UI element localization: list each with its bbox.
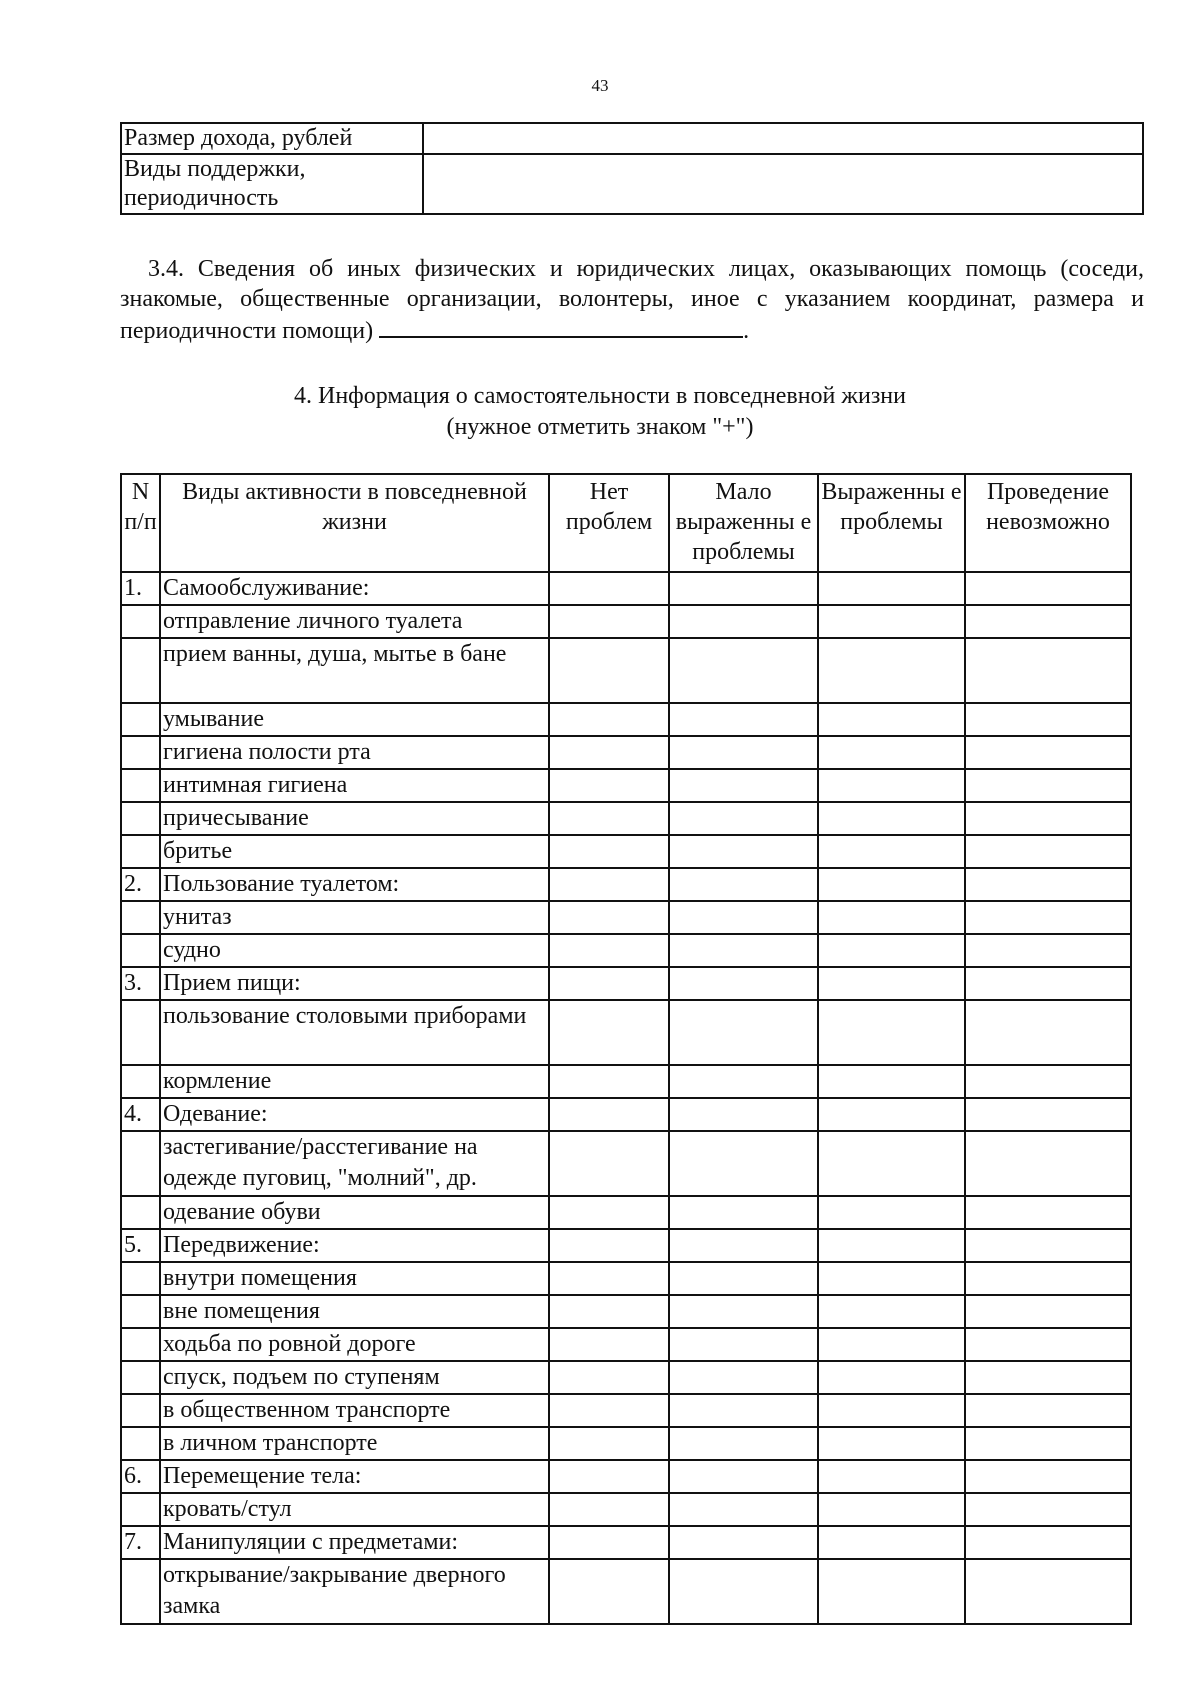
mark-cell-no-problems[interactable]: [549, 868, 669, 901]
mark-cell-minor-problems[interactable]: [669, 1460, 818, 1493]
mark-cell-no-problems[interactable]: [549, 1229, 669, 1262]
mark-cell-major-problems[interactable]: [818, 572, 965, 605]
mark-cell-impossible[interactable]: [965, 1394, 1131, 1427]
row-number: 4.: [121, 1098, 160, 1131]
mark-cell-minor-problems[interactable]: [669, 1196, 818, 1229]
income-label: Размер дохода, рублей: [121, 123, 423, 154]
activity-label: Перемещение тела:: [160, 1460, 549, 1493]
mark-cell-impossible[interactable]: [965, 1559, 1131, 1624]
section-3-4-end: .: [743, 318, 750, 344]
row-number: 6.: [121, 1460, 160, 1493]
activity-label: бритье: [160, 835, 549, 868]
mark-cell-major-problems[interactable]: [818, 868, 965, 901]
mark-cell-minor-problems[interactable]: [669, 1493, 818, 1526]
table-row: [121, 802, 1131, 835]
header-activity: Виды активности в повседневной жизни: [160, 474, 549, 572]
mark-cell-no-problems[interactable]: [549, 1328, 669, 1361]
mark-cell-no-problems[interactable]: [549, 1427, 669, 1460]
mark-cell-major-problems[interactable]: [818, 1427, 965, 1460]
mark-cell-minor-problems[interactable]: [669, 835, 818, 868]
header-impossible: Проведение невозможно: [965, 474, 1131, 572]
mark-cell-major-problems[interactable]: [818, 1460, 965, 1493]
mark-cell-impossible[interactable]: [965, 1427, 1131, 1460]
activity-table: [120, 473, 1132, 1625]
activity-label: интимная гигиена: [160, 769, 549, 802]
mark-cell-major-problems[interactable]: [818, 967, 965, 1000]
mark-cell-major-problems[interactable]: [818, 1361, 965, 1394]
income-table: [120, 122, 1144, 215]
row-number: [121, 1065, 160, 1098]
mark-cell-impossible[interactable]: [965, 868, 1131, 901]
mark-cell-no-problems[interactable]: [549, 736, 669, 769]
mark-cell-major-problems[interactable]: [818, 769, 965, 802]
table-row: [121, 1196, 1131, 1229]
table-row: [121, 835, 1131, 868]
mark-cell-minor-problems[interactable]: [669, 934, 818, 967]
row-number: [121, 703, 160, 736]
header-minor-problems: Мало выраженны е проблемы: [669, 474, 818, 572]
activity-label: кровать/стул: [160, 1493, 549, 1526]
mark-cell-impossible[interactable]: [965, 1196, 1131, 1229]
mark-cell-minor-problems[interactable]: [669, 703, 818, 736]
mark-cell-minor-problems[interactable]: [669, 967, 818, 1000]
table-row: [121, 1427, 1131, 1460]
table-row: [121, 1394, 1131, 1427]
row-number: [121, 1394, 160, 1427]
table-row: [121, 1559, 1131, 1624]
mark-cell-minor-problems[interactable]: [669, 769, 818, 802]
mark-cell-impossible[interactable]: [965, 1000, 1131, 1065]
row-number: [121, 1559, 160, 1624]
mark-cell-major-problems[interactable]: [818, 1262, 965, 1295]
activity-label: Одевание:: [160, 1098, 549, 1131]
table-row: [121, 967, 1131, 1000]
activity-label: внутри помещения: [160, 1262, 549, 1295]
mark-cell-no-problems[interactable]: [549, 802, 669, 835]
support-value-cell[interactable]: [423, 154, 1143, 214]
section-3-4-text: 3.4. Сведения об иных физических и юридических лицах, оказывающих помощь (соседи, знакомые, общественные организации, волонтеры, иное с указанием координат, размера и периодичности помощи): [120, 256, 1144, 344]
activity-label: кормление: [160, 1065, 549, 1098]
row-number: [121, 1361, 160, 1394]
activity-label: ходьба по ровной дороге: [160, 1328, 549, 1361]
mark-cell-no-problems[interactable]: [549, 1295, 669, 1328]
section-4-subtitle: (нужное отметить знаком "+"): [446, 414, 754, 440]
activity-label: открывание/закрывание дверного замка: [160, 1559, 549, 1624]
table-row: [121, 1328, 1131, 1361]
mark-cell-impossible[interactable]: [965, 835, 1131, 868]
mark-cell-impossible[interactable]: [965, 1295, 1131, 1328]
mark-cell-no-problems[interactable]: [549, 1196, 669, 1229]
row-number: 7.: [121, 1526, 160, 1559]
activity-label: застегивание/расстегивание на одежде пуговиц, "молний", др.: [160, 1131, 549, 1196]
mark-cell-minor-problems[interactable]: [669, 736, 818, 769]
mark-cell-no-problems[interactable]: [549, 1559, 669, 1624]
table-row: [121, 703, 1131, 736]
mark-cell-minor-problems[interactable]: [669, 802, 818, 835]
mark-cell-minor-problems[interactable]: [669, 1065, 818, 1098]
mark-cell-impossible[interactable]: [965, 1065, 1131, 1098]
mark-cell-major-problems[interactable]: [818, 1493, 965, 1526]
mark-cell-major-problems[interactable]: [818, 1295, 965, 1328]
row-number: [121, 901, 160, 934]
mark-cell-major-problems[interactable]: [818, 1000, 965, 1065]
table-row: [121, 1262, 1131, 1295]
row-number: [121, 1262, 160, 1295]
mark-cell-impossible[interactable]: [965, 769, 1131, 802]
activity-label: Прием пищи:: [160, 967, 549, 1000]
activity-label: причесывание: [160, 802, 549, 835]
row-number: [121, 1131, 160, 1196]
table-row: [121, 1000, 1131, 1065]
mark-cell-impossible[interactable]: [965, 1131, 1131, 1196]
activity-label: одевание обуви: [160, 1196, 549, 1229]
table-row: [121, 638, 1131, 703]
mark-cell-no-problems[interactable]: [549, 703, 669, 736]
mark-cell-major-problems[interactable]: [818, 638, 965, 703]
row-number: 2.: [121, 868, 160, 901]
page-number: 43: [591, 76, 609, 95]
table-row: [121, 572, 1131, 605]
mark-cell-no-problems[interactable]: [549, 638, 669, 703]
mark-cell-no-problems[interactable]: [549, 1000, 669, 1065]
mark-cell-major-problems[interactable]: [818, 1098, 965, 1131]
mark-cell-no-problems[interactable]: [549, 1361, 669, 1394]
section-4-title: 4. Информация о самостоятельности в повседневной жизни: [293, 383, 906, 409]
mark-cell-major-problems[interactable]: [818, 605, 965, 638]
mark-cell-no-problems[interactable]: [549, 1460, 669, 1493]
table-row: [121, 868, 1131, 901]
table-row: [121, 1065, 1131, 1098]
mark-cell-no-problems[interactable]: [549, 1098, 669, 1131]
mark-cell-impossible[interactable]: [965, 605, 1131, 638]
row-number: [121, 1328, 160, 1361]
activity-label: прием ванны, душа, мытье в бане: [160, 638, 549, 703]
row-number: [121, 736, 160, 769]
mark-cell-minor-problems[interactable]: [669, 1000, 818, 1065]
table-row: [121, 1493, 1131, 1526]
mark-cell-no-problems[interactable]: [549, 1065, 669, 1098]
income-value-cell[interactable]: [423, 123, 1143, 154]
row-number: [121, 1295, 160, 1328]
mark-cell-minor-problems[interactable]: [669, 1394, 818, 1427]
table-row: [121, 1295, 1131, 1328]
row-number: [121, 1427, 160, 1460]
mark-cell-minor-problems[interactable]: [669, 1427, 818, 1460]
mark-cell-no-problems[interactable]: [549, 769, 669, 802]
activity-label: Самообслуживание:: [160, 572, 549, 605]
mark-cell-minor-problems[interactable]: [669, 572, 818, 605]
mark-cell-impossible[interactable]: [965, 1526, 1131, 1559]
section-3-4-paragraph: [120, 254, 1144, 346]
row-number: [121, 1493, 160, 1526]
header-major-problems: Выраженны е проблемы: [818, 474, 965, 572]
mark-cell-no-problems[interactable]: [549, 934, 669, 967]
mark-cell-major-problems[interactable]: [818, 1526, 965, 1559]
mark-cell-no-problems[interactable]: [549, 1526, 669, 1559]
mark-cell-minor-problems[interactable]: [669, 638, 818, 703]
activity-label: унитаз: [160, 901, 549, 934]
table-row: [121, 123, 1143, 154]
fill-in-blank[interactable]: [379, 314, 743, 338]
activity-label: спуск, подъем по ступеням: [160, 1361, 549, 1394]
table-row: [121, 154, 1143, 214]
mark-cell-minor-problems[interactable]: [669, 1526, 818, 1559]
mark-cell-minor-problems[interactable]: [669, 1295, 818, 1328]
row-number: [121, 1196, 160, 1229]
table-row: [121, 1460, 1131, 1493]
mark-cell-impossible[interactable]: [965, 572, 1131, 605]
row-number: [121, 934, 160, 967]
mark-cell-impossible[interactable]: [965, 901, 1131, 934]
mark-cell-no-problems[interactable]: [549, 1493, 669, 1526]
mark-cell-no-problems[interactable]: [549, 1262, 669, 1295]
support-label: Виды поддержки, периодичность: [121, 154, 423, 214]
row-number: [121, 769, 160, 802]
mark-cell-minor-problems[interactable]: [669, 868, 818, 901]
activity-label: в личном транспорте: [160, 1427, 549, 1460]
table-row: [121, 769, 1131, 802]
mark-cell-major-problems[interactable]: [818, 703, 965, 736]
mark-cell-major-problems[interactable]: [818, 1131, 965, 1196]
mark-cell-major-problems[interactable]: [818, 934, 965, 967]
mark-cell-impossible[interactable]: [965, 638, 1131, 703]
mark-cell-major-problems[interactable]: [818, 1328, 965, 1361]
table-row: [121, 605, 1131, 638]
activity-label: умывание: [160, 703, 549, 736]
mark-cell-impossible[interactable]: [965, 736, 1131, 769]
mark-cell-impossible[interactable]: [965, 1328, 1131, 1361]
table-row: [121, 901, 1131, 934]
mark-cell-impossible[interactable]: [965, 1098, 1131, 1131]
mark-cell-major-problems[interactable]: [818, 802, 965, 835]
mark-cell-impossible[interactable]: [965, 703, 1131, 736]
mark-cell-impossible[interactable]: [965, 967, 1131, 1000]
table-row: [121, 1361, 1131, 1394]
mark-cell-minor-problems[interactable]: [669, 1361, 818, 1394]
activity-label: гигиена полости рта: [160, 736, 549, 769]
mark-cell-minor-problems[interactable]: [669, 1229, 818, 1262]
table-row: [121, 934, 1131, 967]
mark-cell-minor-problems[interactable]: [669, 1328, 818, 1361]
mark-cell-no-problems[interactable]: [549, 835, 669, 868]
mark-cell-major-problems[interactable]: [818, 1394, 965, 1427]
mark-cell-minor-problems[interactable]: [669, 1098, 818, 1131]
table-row: [121, 1229, 1131, 1262]
table-row: [121, 1526, 1131, 1559]
mark-cell-impossible[interactable]: [965, 1262, 1131, 1295]
mark-cell-major-problems[interactable]: [818, 1065, 965, 1098]
mark-cell-major-problems[interactable]: [818, 1196, 965, 1229]
activity-label: вне помещения: [160, 1295, 549, 1328]
activity-label: пользование столовыми приборами: [160, 1000, 549, 1065]
mark-cell-minor-problems[interactable]: [669, 901, 818, 934]
mark-cell-no-problems[interactable]: [549, 1131, 669, 1196]
row-number: [121, 835, 160, 868]
mark-cell-major-problems[interactable]: [818, 1559, 965, 1624]
mark-cell-major-problems[interactable]: [818, 835, 965, 868]
mark-cell-major-problems[interactable]: [818, 1229, 965, 1262]
activity-label: отправление личного туалета: [160, 605, 549, 638]
mark-cell-minor-problems[interactable]: [669, 1131, 818, 1196]
activity-label: Передвижение:: [160, 1229, 549, 1262]
table-row: [121, 736, 1131, 769]
table-row: [121, 1131, 1131, 1196]
header-no-problems: Нет проблем: [549, 474, 669, 572]
mark-cell-minor-problems[interactable]: [669, 1262, 818, 1295]
row-number: 5.: [121, 1229, 160, 1262]
mark-cell-impossible[interactable]: [965, 1493, 1131, 1526]
activity-table-body: [121, 572, 1131, 1624]
row-number: [121, 802, 160, 835]
row-number: 3.: [121, 967, 160, 1000]
mark-cell-major-problems[interactable]: [818, 901, 965, 934]
activity-label: Манипуляции с предметами:: [160, 1526, 549, 1559]
header-num: N п/п: [121, 474, 160, 572]
mark-cell-major-problems[interactable]: [818, 736, 965, 769]
mark-cell-minor-problems[interactable]: [669, 1559, 818, 1624]
mark-cell-impossible[interactable]: [965, 1229, 1131, 1262]
activity-label: в общественном транспорте: [160, 1394, 549, 1427]
mark-cell-no-problems[interactable]: [549, 901, 669, 934]
activity-label: Пользование туалетом:: [160, 868, 549, 901]
mark-cell-impossible[interactable]: [965, 1361, 1131, 1394]
mark-cell-impossible[interactable]: [965, 802, 1131, 835]
mark-cell-no-problems[interactable]: [549, 1394, 669, 1427]
mark-cell-impossible[interactable]: [965, 934, 1131, 967]
header-row: [121, 474, 1131, 572]
row-number: [121, 605, 160, 638]
activity-label: судно: [160, 934, 549, 967]
mark-cell-impossible[interactable]: [965, 1460, 1131, 1493]
mark-cell-no-problems[interactable]: [549, 605, 669, 638]
table-row: [121, 1098, 1131, 1131]
mark-cell-no-problems[interactable]: [549, 967, 669, 1000]
mark-cell-no-problems[interactable]: [549, 572, 669, 605]
row-number: [121, 638, 160, 703]
row-number: 1.: [121, 572, 160, 605]
mark-cell-minor-problems[interactable]: [669, 605, 818, 638]
row-number: [121, 1000, 160, 1065]
